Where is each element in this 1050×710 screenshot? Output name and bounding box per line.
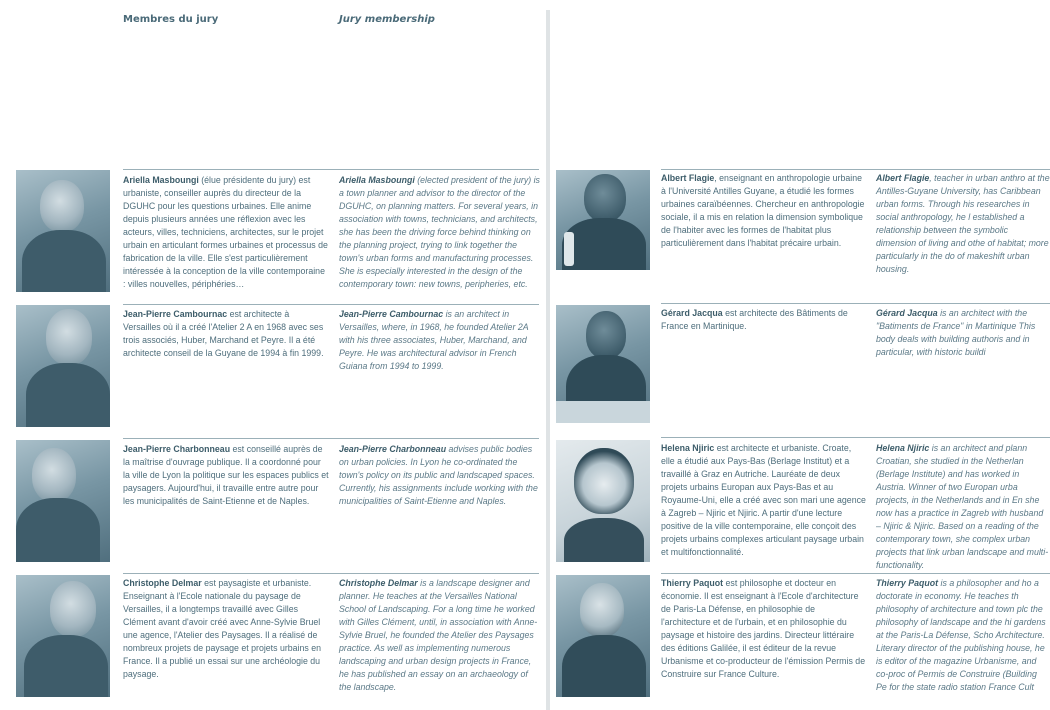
divider-rule — [123, 438, 539, 439]
member-name: Jean-Pierre Charbonneau — [123, 444, 231, 454]
bio-text-en: is an architect in Versailles, where, in 1968, he founded Atelier 2A with his three associates, Huber, Marchand, and Peyre. He was architectural advisor in French Guiana from 1994 to 1999. — [339, 309, 529, 371]
portrait-photo-masboungi — [16, 170, 110, 292]
member-name: Helena Njiric — [661, 443, 715, 453]
bio-en-flagie — [876, 172, 1050, 276]
bio-en-charbonneau — [339, 443, 541, 508]
divider-rule — [123, 573, 539, 574]
header-english: Jury membership — [339, 14, 435, 25]
divider-rule — [661, 573, 1050, 574]
table-surface — [556, 401, 650, 423]
bio-text-fr: est architecte des Bâtiments de France en Martinique. — [661, 308, 848, 331]
member-name: Christophe Delmar — [123, 578, 202, 588]
bio-en-masboungi — [339, 174, 541, 291]
member-name: Albert Flagie — [661, 173, 715, 183]
bio-text-en: advises public bodies on urban policies. In Lyon he co-ordinated the town's policy on its public and landscaped spaces. Currently, his assignments include working with the municipalities of Saint-Etienne and Naples. — [339, 444, 538, 506]
portrait-photo-delmar — [16, 575, 110, 697]
portrait-photo-charbonneau — [16, 440, 110, 562]
divider-rule — [661, 169, 1050, 170]
water-bottle — [564, 232, 574, 266]
member-name: Jean-Pierre Charbonneau — [339, 444, 447, 454]
bio-en-jacqua — [876, 307, 1050, 359]
bio-fr-charbonneau — [123, 443, 329, 508]
bio-fr-jacqua — [661, 307, 867, 333]
bio-en-njiric — [876, 442, 1050, 572]
header-french: Membres du jury — [123, 14, 219, 25]
bio-text-fr: est conseillé auprès de la maîtrise d'ouvrage publique. Il a coordonné pour la ville de Lyon la politique sur les espaces publics et paysagers. Aujourd'hui, il travaille entre autre pour les municipalités de Saint-Etienne et de Naples. — [123, 444, 329, 506]
portrait-photo-paquot — [556, 575, 650, 697]
member-name: Thierry Paquot — [661, 578, 724, 588]
bio-text-en: is an architect and plann Croatian, she studied in the Netherlan (Berlage Institute) and has worked in Austria. Winner of two Europan urba projects, in the Netherlands and in En she now has a practice in Zagreb with husband – Njiric & Njiric. Based on a reading of the contemporary town, she complex urban projects that link urban landscape and multi-functionality. — [876, 443, 1049, 570]
portrait-photo-cambournac — [16, 305, 110, 427]
bio-text-fr: , enseignant en anthropologie urbaine à l'Université Antilles Guyane, a étudié les formes urbaines caraïbéennes. Chercheur en anthropologie sociale, il a mis en relation la dimension symbolique de l'habiter avec les formes de l'habitat plus particulièrement dans l'habitat précaire urbain. — [661, 173, 865, 248]
bio-text-fr: est philosophe et docteur en économie. Il est enseignant à l'Ecole d'architecture de Paris-La Défense, en philosophie de l'architecture et de l'urbain, et en philosophie du paysage et histoire des jardins. Directeur littéraire des éditions Galilée, il est éditeur de la revue Urbanisme et co-producteur de l'émission Permis de Construire sur France Culture. — [661, 578, 866, 679]
page-gutter — [546, 10, 550, 710]
bio-text-en: is an architect with the "Batiments de France" in Martinique This body deals with building authoris and in particular, with historic buildi — [876, 308, 1036, 357]
bio-en-paquot — [876, 577, 1050, 694]
bio-en-delmar — [339, 577, 541, 694]
member-name: Gérard Jacqua — [661, 308, 723, 318]
bio-text-en: , teacher in urban anthro at the Antilles-Guyane University, has Caribbean urban forms. Through his researches in social anthropology, he l established a relationship between the symbolic dimension of living and othe of habitat; more particularly in the do of makeshift urban housing. — [876, 173, 1050, 274]
divider-rule — [661, 303, 1050, 304]
member-name: Thierry Paquot — [876, 578, 939, 588]
bio-text-fr: est paysagiste et urbaniste. Enseignant à l'Ecole nationale du paysage de Versailles, il a longtemps travaillé avec Gilles Clément avant d'avoir créé avec Anne-Sylvie Bruel une agence, l'Atelier des Paysages. Il a réalisé de nombreux projets de paysage et projets urbains en France. Il a publié un essai sur une archéologie du paysage. — [123, 578, 322, 679]
bio-fr-cambournac — [123, 308, 329, 360]
member-name: Gérard Jacqua — [876, 308, 938, 318]
bio-text-fr: (élue présidente du jury) est urbaniste, conseiller auprès du directeur de la DGUHC pour les questions urbaines. Elle anime depuis plusieurs années une réflexion avec les acteurs, villes, techniciens, architectes, sur le projet urbain en articulant formes urbaines et processus de fabrication de la ville. Elle s'est particulièrement intéressée à la conception de la ville contemporaine : villes nouvelles, périphéries… — [123, 175, 328, 289]
bio-fr-paquot — [661, 577, 867, 681]
member-name: Ariella Masboungi — [339, 175, 415, 185]
member-name: Ariella Masboungi — [123, 175, 199, 185]
divider-rule — [123, 304, 539, 305]
bio-text-en: is a landscape designer and planner. He teaches at the Versailles National School of Landscaping. For a long time he worked with Gilles Clément, until, in association with Anne-Sylvie Bruel, he founded the Atelier des Paysages practice. As well as implementing numerous landscaping and urban design projects in France, he has published an essay on an archaeology of the landscape. — [339, 578, 538, 692]
bio-en-cambournac — [339, 308, 543, 373]
member-name: Jean-Pierre Cambournac — [339, 309, 444, 319]
bio-text-fr: est architecte et urbaniste. Croate, elle a étudié aux Pays-Bas (Berlage Institut) et a travaillé à Graz en Autriche. Lauréate de deux projets urbains Europan aux Pays-Bas et au Royaume-Uni, elle a créé avec son mari une agence à Zagreb – Njiric et Njiric. A partir d'une lecture positive de la ville contemporaine, elle conçoit des projets urbains complexes articulant paysage urbain et multifonctionnalité. — [661, 443, 866, 557]
divider-rule — [123, 169, 539, 170]
bio-text-en: is a philosopher and ho a doctorate in economy. He teaches th philosophy of architecture and town plc the philosophy of landscape and the hi gardens at the Paris-La Défense, Scho Architecture. Literary director of the publishing house, he is editor of the magazine Urbanisme, and co-proc of Permis de Construire (Building Pe for the state radio station France Cult — [876, 578, 1046, 692]
bio-text-fr: est architecte à Versailles où il a créé l'Atelier 2 A en 1968 avec ses trois associés, Huber, Marchand et Peyre. Il a été architecte conseil de la Guyane de 1994 à fin 1999. — [123, 309, 324, 358]
portrait-photo-njiric — [556, 440, 650, 562]
right-page — [552, 0, 1050, 708]
bio-fr-njiric — [661, 442, 867, 559]
bio-fr-flagie — [661, 172, 867, 250]
divider-rule — [661, 437, 1050, 438]
bio-text-en: (elected president of the jury) is a town planner and advisor to the director of the DGUHC, on planning matters. For several years, in association with towns, technicians, and architects, she has been the driving force behind thinking on the planning project, trying to link together the town's urban forms and manufacturing processes. She is especially interested in the design of the contemporary town: new towns, peripheries, etc. — [339, 175, 540, 289]
member-name: Jean-Pierre Cambournac — [123, 309, 228, 319]
member-name: Albert Flagie — [876, 173, 930, 183]
bio-fr-delmar — [123, 577, 329, 681]
portrait-photo-jacqua — [556, 305, 650, 423]
member-name: Christophe Delmar — [339, 578, 418, 588]
portrait-photo-flagie — [556, 170, 650, 270]
bio-fr-masboungi — [123, 174, 329, 291]
member-name: Helena Njiric — [876, 443, 930, 453]
